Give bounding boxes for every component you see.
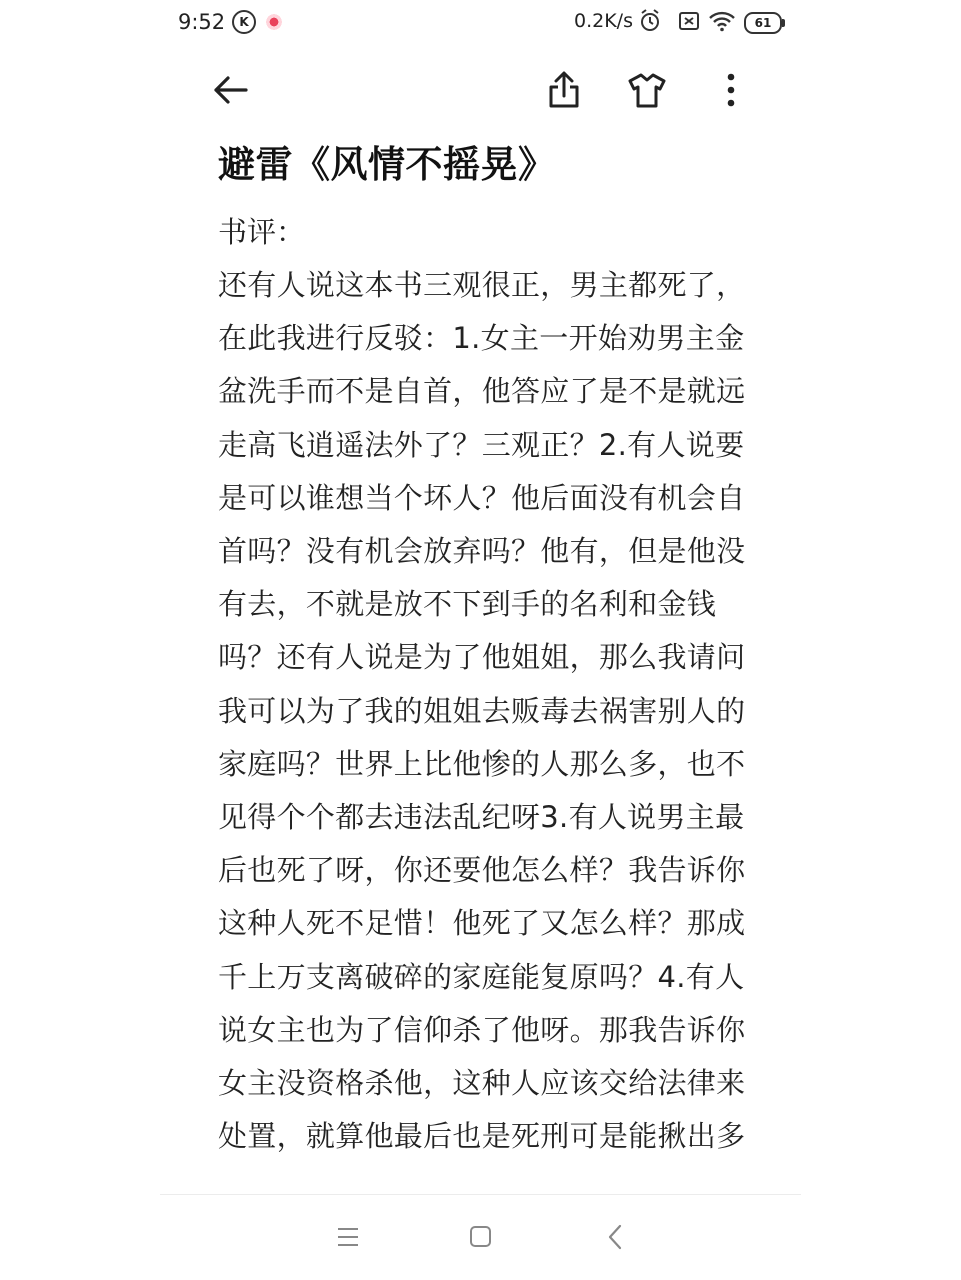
article-content xyxy=(218,134,758,1194)
back-arrow-icon[interactable] xyxy=(208,68,252,112)
share-icon[interactable] xyxy=(542,68,586,112)
back-chevron-icon[interactable] xyxy=(596,1219,636,1255)
status-bar xyxy=(160,0,801,44)
alarm-icon xyxy=(639,9,661,38)
toolbar xyxy=(160,60,801,120)
tshirt-theme-icon[interactable] xyxy=(625,68,669,112)
more-vertical-icon[interactable] xyxy=(709,68,753,112)
wifi-icon xyxy=(708,9,736,38)
home-square-icon[interactable] xyxy=(460,1219,500,1255)
sim-off-icon xyxy=(678,9,700,38)
phone-screen xyxy=(160,0,801,1280)
k-app-icon: K xyxy=(232,10,256,34)
article-body: 还有人说这本书三观很正，男主都死了，在此我进行反驳：1.女主一开始劝男主金盆洗手而不是自首，他答应了是不是就远走高飞逍遥法外了？三观正？2.有人说要是可以谁想当个坏人？他后面没有机会自首吗？没有机会放弃吗？他有，但是他没有去，不就是放不下到手的名利和金钱吗？还有人说是为了他姐姐，那么我请问我可以为了我的姐姐去贩毒去祸害别人的家庭吗？世界上比他惨的人那么多，也不见得个个都去违法乱纪呀3.有人说男主最后也死了呀，你还要他怎么样？我告诉你这种人死不足惜！他死了又怎么样？那成千上万支离破碎的家庭能复原吗？4.有人说女主也为了信仰杀了他呀。那我告诉你女主没资格杀他，这种人应该交给法律来处置，就算他最后也是死刑可是能揪出多 xyxy=(218,268,746,1154)
article-subheading: 书评： xyxy=(218,215,306,249)
network-speed: 0.2K/s xyxy=(574,10,633,32)
menu-icon[interactable] xyxy=(328,1219,368,1255)
app-notification-icon xyxy=(264,12,284,32)
system-nav-bar xyxy=(160,1195,801,1280)
article-title: 避雷《风情不摇晃》 xyxy=(218,143,556,186)
battery-icon: 61 xyxy=(744,12,782,34)
status-time: 9:52 xyxy=(178,10,226,34)
